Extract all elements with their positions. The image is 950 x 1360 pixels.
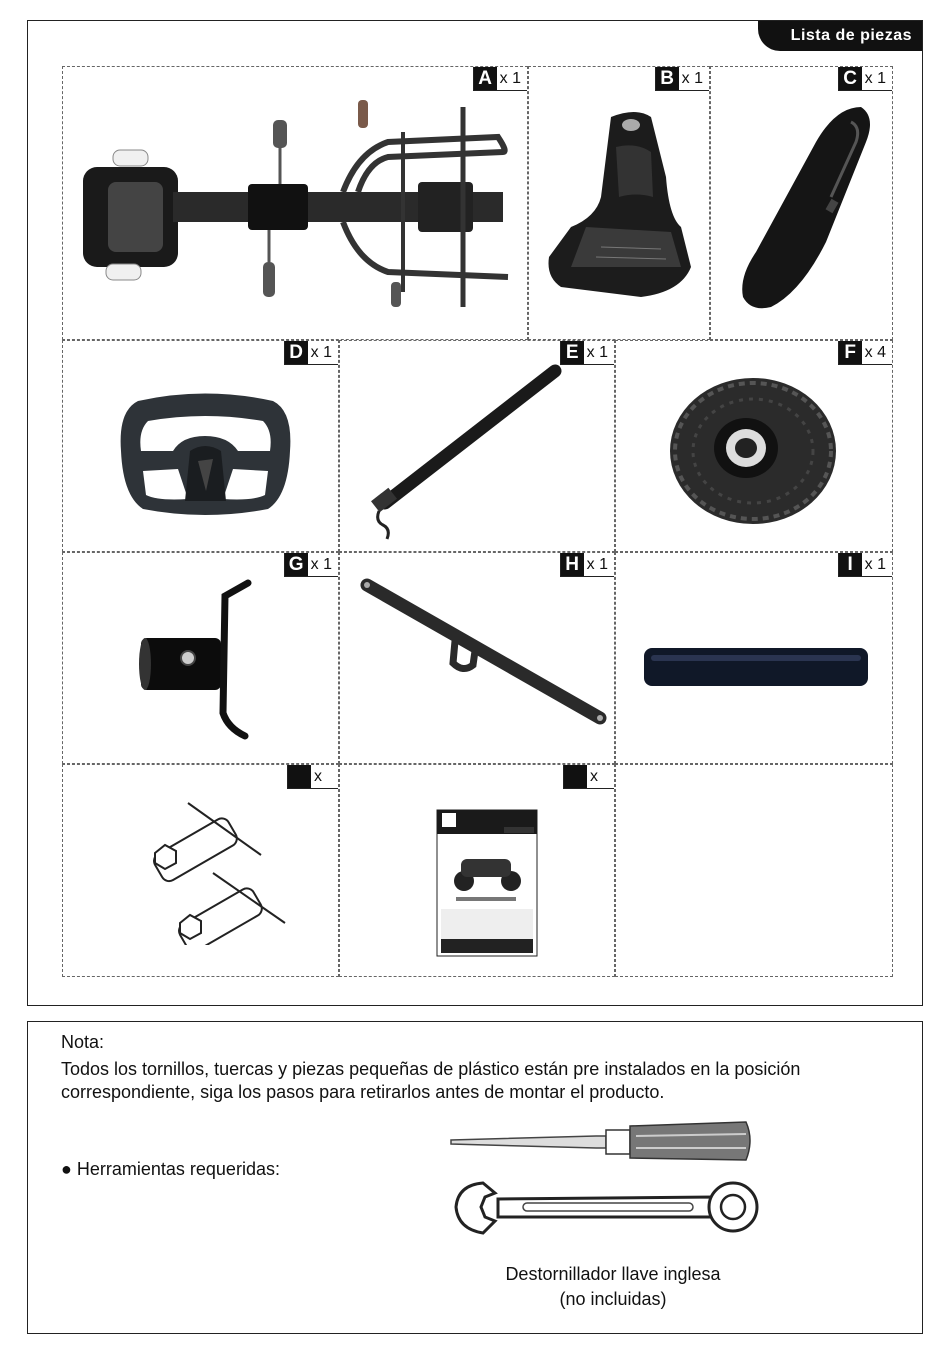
part-quantity: x 1 — [310, 555, 332, 573]
wheel-icon — [668, 376, 838, 526]
part-label-f — [838, 341, 892, 365]
part-label-g — [284, 553, 338, 577]
screwdriver-icon — [446, 1118, 756, 1168]
part-cell-e — [339, 340, 615, 552]
part-quantity: x — [590, 767, 598, 785]
part-cell-c — [710, 66, 893, 340]
part-label-socket-tools — [287, 765, 338, 789]
part-letter: A — [474, 67, 497, 90]
part-quantity: x 1 — [864, 555, 886, 573]
tools-caption-line1: Destornillador llave inglesa — [505, 1264, 721, 1284]
part-letter: D — [285, 341, 308, 364]
tools-required-label: ● Herramientas requeridas: — [61, 1159, 280, 1179]
part-cell-h — [339, 552, 615, 764]
part-label-manual — [563, 765, 614, 789]
part-cell-i — [615, 552, 893, 764]
part-letter: C — [839, 67, 862, 90]
part-letter — [288, 765, 311, 788]
part-label-e — [560, 341, 614, 365]
part-cell-f — [615, 340, 893, 552]
part-quantity: x 1 — [586, 343, 608, 361]
wrench-icon — [453, 1177, 763, 1239]
socket-wrench-icon — [143, 795, 293, 945]
part-label-d — [284, 341, 338, 365]
part-letter: H — [561, 553, 584, 576]
part-cell-g — [62, 552, 339, 764]
part-label-b — [655, 67, 709, 91]
part-cell-a — [62, 66, 528, 340]
part-quantity: x 4 — [864, 343, 886, 361]
part-quantity: x 1 — [864, 69, 886, 87]
part-cell-b — [528, 66, 710, 340]
part-quantity: x — [314, 767, 322, 785]
part-label-c — [838, 67, 892, 91]
part-cell-manual — [339, 764, 615, 977]
tools-caption-line2: (no incluidas) — [559, 1289, 667, 1309]
part-letter: E — [561, 341, 584, 364]
bracket-icon — [133, 578, 283, 748]
parts-grid — [62, 66, 893, 977]
part-letter: G — [285, 553, 308, 576]
tie-rod-icon — [355, 573, 610, 733]
part-cell-empty — [615, 764, 893, 977]
parts-list-title: Lista de piezas — [758, 21, 922, 51]
frame-chassis-icon — [78, 92, 518, 312]
part-letter: B — [656, 67, 679, 90]
part-letter: F — [839, 341, 862, 364]
front-cover-icon — [731, 102, 881, 312]
part-label-i — [838, 553, 892, 577]
seat-icon — [541, 107, 701, 307]
part-quantity: x 1 — [310, 343, 332, 361]
steering-wheel-icon — [118, 391, 293, 521]
note-frame — [27, 1021, 923, 1334]
note-text: Todos los tornillos, tuercas y piezas pequeñas de plástico están pre instalados en la posición correspondiente, siga los pasos para retirarlos antes de montar el producto. — [61, 1059, 801, 1102]
part-quantity: x 1 — [681, 69, 703, 87]
part-letter: I — [839, 553, 862, 576]
part-label-a — [473, 67, 527, 91]
foam-grip-icon — [641, 643, 871, 693]
part-cell-d — [62, 340, 339, 552]
steering-column-icon — [365, 363, 565, 543]
note-title: Nota: — [61, 1032, 105, 1052]
manual-booklet-icon — [436, 809, 538, 957]
part-quantity: x 1 — [586, 555, 608, 573]
part-quantity: x 1 — [499, 69, 521, 87]
part-letter — [564, 765, 587, 788]
part-cell-socket-tools — [62, 764, 339, 977]
tools-caption — [468, 1262, 758, 1312]
